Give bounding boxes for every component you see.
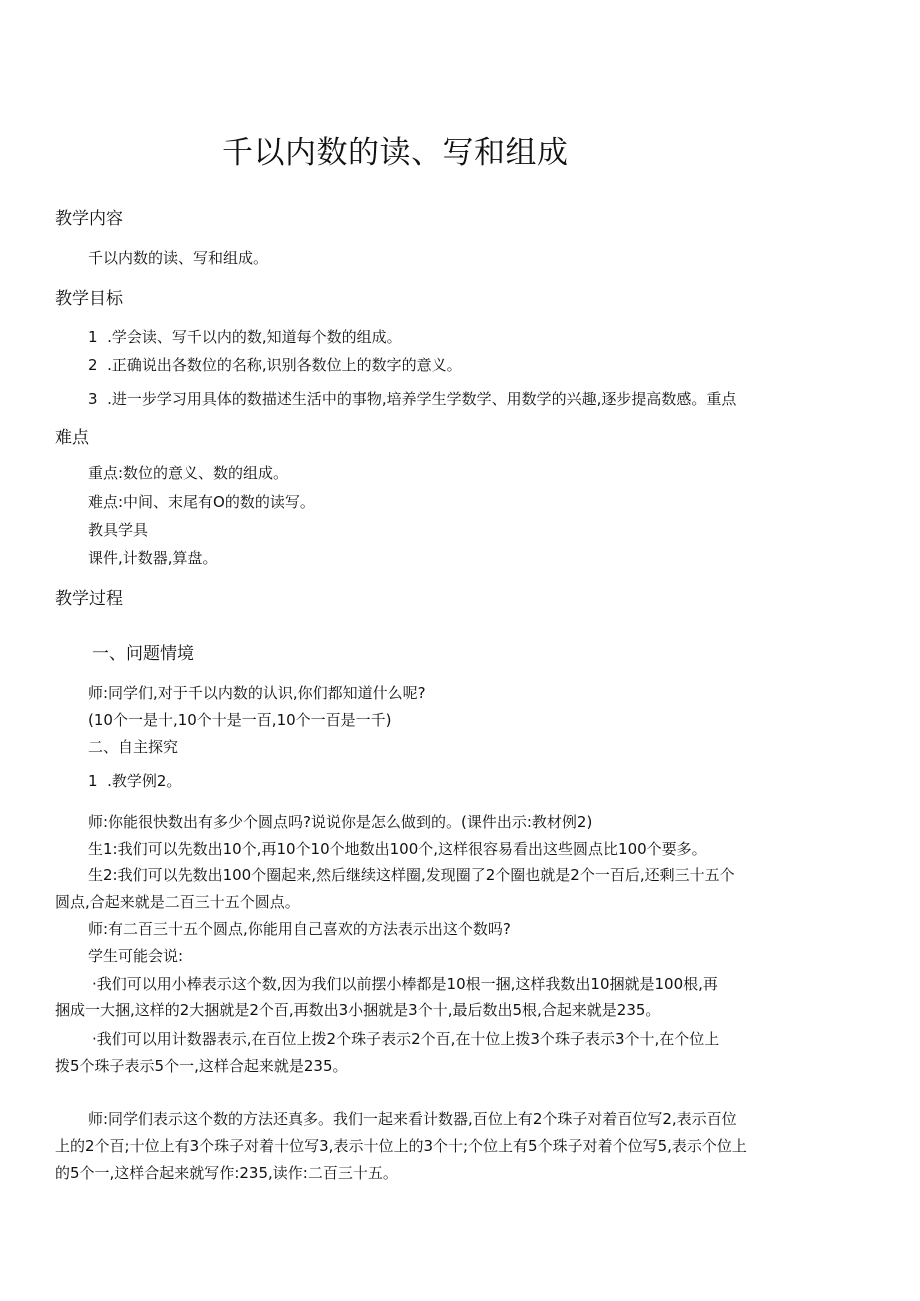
teaching-tools-heading: 教具学具 (88, 521, 149, 539)
students-may-say: 学生可能会说: (88, 947, 184, 965)
student-2-line-2: 圆点,合起来就是二百三十五个圆点。 (55, 893, 300, 911)
key-point-text: 重点:数位的意义、数的组成。 (88, 464, 289, 482)
teacher-line-2: 师:有二百三十五个圆点,你能用自己喜欢的方法表示出这个数吗? (88, 920, 511, 938)
teaching-tools-text: 课件,计数器,算盘。 (88, 549, 218, 567)
teaching-content-text: 千以内数的读、写和组成。 (88, 249, 269, 267)
goal-item-3: 3 .进一步学习用具体的数描述生活中的事物,培养学生学数学、用数学的兴趣,逐步提高数感。重点 (88, 390, 737, 408)
teacher-line-3-1: 师:同学们表示这个数的方法还真多。我们一起来看计数器,百位上有2个珠子对着百位写2,表示百位 (88, 1110, 737, 1128)
teaching-process-heading: 教学过程 (55, 589, 123, 609)
bullet-1-line-2: 捆成一大捆,这样的2大捆就是2个百,再数出3小捆就是3个十,最后数出5根,合起来就是235。 (55, 1001, 661, 1019)
part-1-heading: 一、问题情境 (92, 644, 194, 664)
teacher-line-3-2: 上的2个百;十位上有3个珠子对着十位写3,表示十位上的3个十;个位上有5个珠子对着个位写5,表示个位上 (55, 1137, 747, 1155)
teacher-line-3-3: 的5个一,这样合起来就写作:235,读作:二百三十五。 (55, 1164, 398, 1182)
bullet-2-line-2: 拨5个珠子表示5个一,这样合起来就是235。 (55, 1057, 348, 1075)
goal-item-1: 1 .学会读、写千以内的数,知道每个数的组成。 (88, 328, 402, 346)
goal-item-3-continuation: 难点 (55, 428, 89, 448)
bullet-1-line-1: ·我们可以用小棒表示这个数,因为我们以前摆小棒都是10根一捆,这样我数出10捆就是100根,再 (92, 975, 718, 993)
step-1-text: 1 .教学例2。 (88, 772, 182, 790)
page-title: 千以内数的读、写和组成 (222, 135, 569, 171)
student-1-line: 生1:我们可以先数出10个,再10个10个地数出100个,这样很容易看出这些圆点比100个要多。 (88, 840, 707, 858)
bullet-2-line-1: ·我们可以用计数器表示,在百位上拨2个珠子表示2个百,在十位上拨3个珠子表示3个十,在个位上 (92, 1030, 720, 1048)
teacher-question-1: 师:同学们,对于千以内数的认识,你们都知道什么呢? (88, 684, 426, 702)
goal-item-2: 2 .正确说出各数位的名称,识别各数位上的数字的意义。 (88, 356, 462, 374)
difficult-point-text: 难点:中间、末尾有O的数的读写。 (88, 493, 315, 511)
teaching-content-heading: 教学内容 (55, 209, 123, 229)
teacher-line-1: 师:你能很快数出有多少个圆点吗?说说你是怎么做到的。(课件出示:教材例2) (88, 813, 593, 831)
part-2-heading: 二、自主探究 (88, 738, 179, 756)
student-2-line-1: 生2:我们可以先数出100个圈起来,然后继续这样圈,发现圈了2个圈也就是2个一百后,还剩三十五个 (88, 866, 735, 884)
teaching-goals-heading: 教学目标 (55, 289, 123, 309)
question-1-answer: (10个一是十,10个十是一百,10个一百是一千) (88, 711, 392, 729)
